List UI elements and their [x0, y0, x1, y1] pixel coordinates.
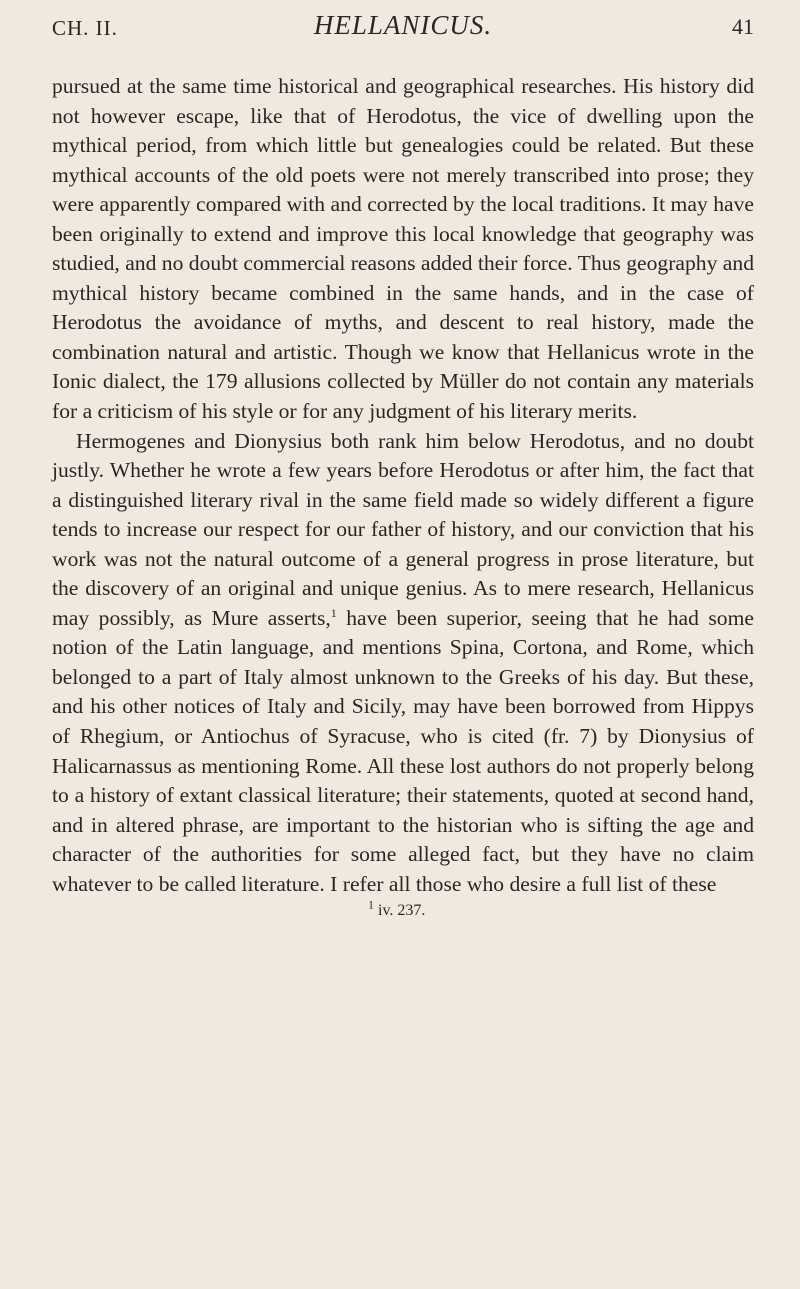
footnote-text: iv. 237. [378, 902, 426, 920]
running-head [52, 10, 754, 72]
paragraph-continuation: pursued at the same time historical and geographical researches. His history did not however escape, like that of Herodotus, the vice of dwelling upon the mythical period, from which little but genealogies could be related. But these mythical accounts of the old poets were not merely transcribed into prose; they were apparently compared with and corrected by the local traditions. It may have been originally to extend and improve this local knowledge that geography was studied, and no doubt commercial reasons added their force. Thus geography and mythical history became combined in the same hands, and in the case of Herodotus the avoidance of myths, and descent to real history, made the combination natural and artistic. Though we know that Hellanicus wrote in the Ionic dialect, the 179 allusions collected by Müller do not contain any materials for a criticism of his style or for any judgment of his literary merits. [52, 74, 754, 424]
chapter-label: CH. II. [52, 16, 118, 40]
paragraph-text-after-note: have been superior, seeing that he had some notion of the Latin language, and mentions Spina, Cortona, and Rome, which belonged to a part of Italy almost unknown to the Greeks of his day. But these, and his other notices of Italy and Sicily, may have been borrowed from Hippys of Rhegium, or Antiochus of Syracuse, who is cited (fr. 7) by Dionysius of Halicarnassus as mentioning Rome. All these lost authors do not properly belong to a history of extant classical literature; their statements, quoted at second hand, and in altered phrase, are important to the historian who is sifting the age and character of the authorities for some alleged fact, but they have no claim whatever to be called literature. I refer all those who desire a full list of these [52, 605, 754, 896]
paragraph-text-before-note: Hermogenes and Dionysius both rank him below Herodotus, and no doubt justly. Whether he wrote a few years before Herodotus or after him, the fact that a distinguished literary rival in the same field made so widely different a figure tends to increase our respect for our father of history, and our conviction that his work was not the natural outcome of a general progress in prose literature, but the discovery of an original and unique genius. As to mere research, Hellanicus may possibly, as Mure asserts, [52, 428, 754, 630]
page-number: 41 [732, 14, 754, 39]
body-text [52, 72, 754, 899]
footnote-mark: 1 [368, 897, 374, 912]
footnote-reference: 1 [330, 605, 337, 620]
running-title: HELLANICUS. [313, 10, 493, 40]
footnote [52, 897, 754, 921]
paragraph-hermogenes [52, 427, 754, 900]
